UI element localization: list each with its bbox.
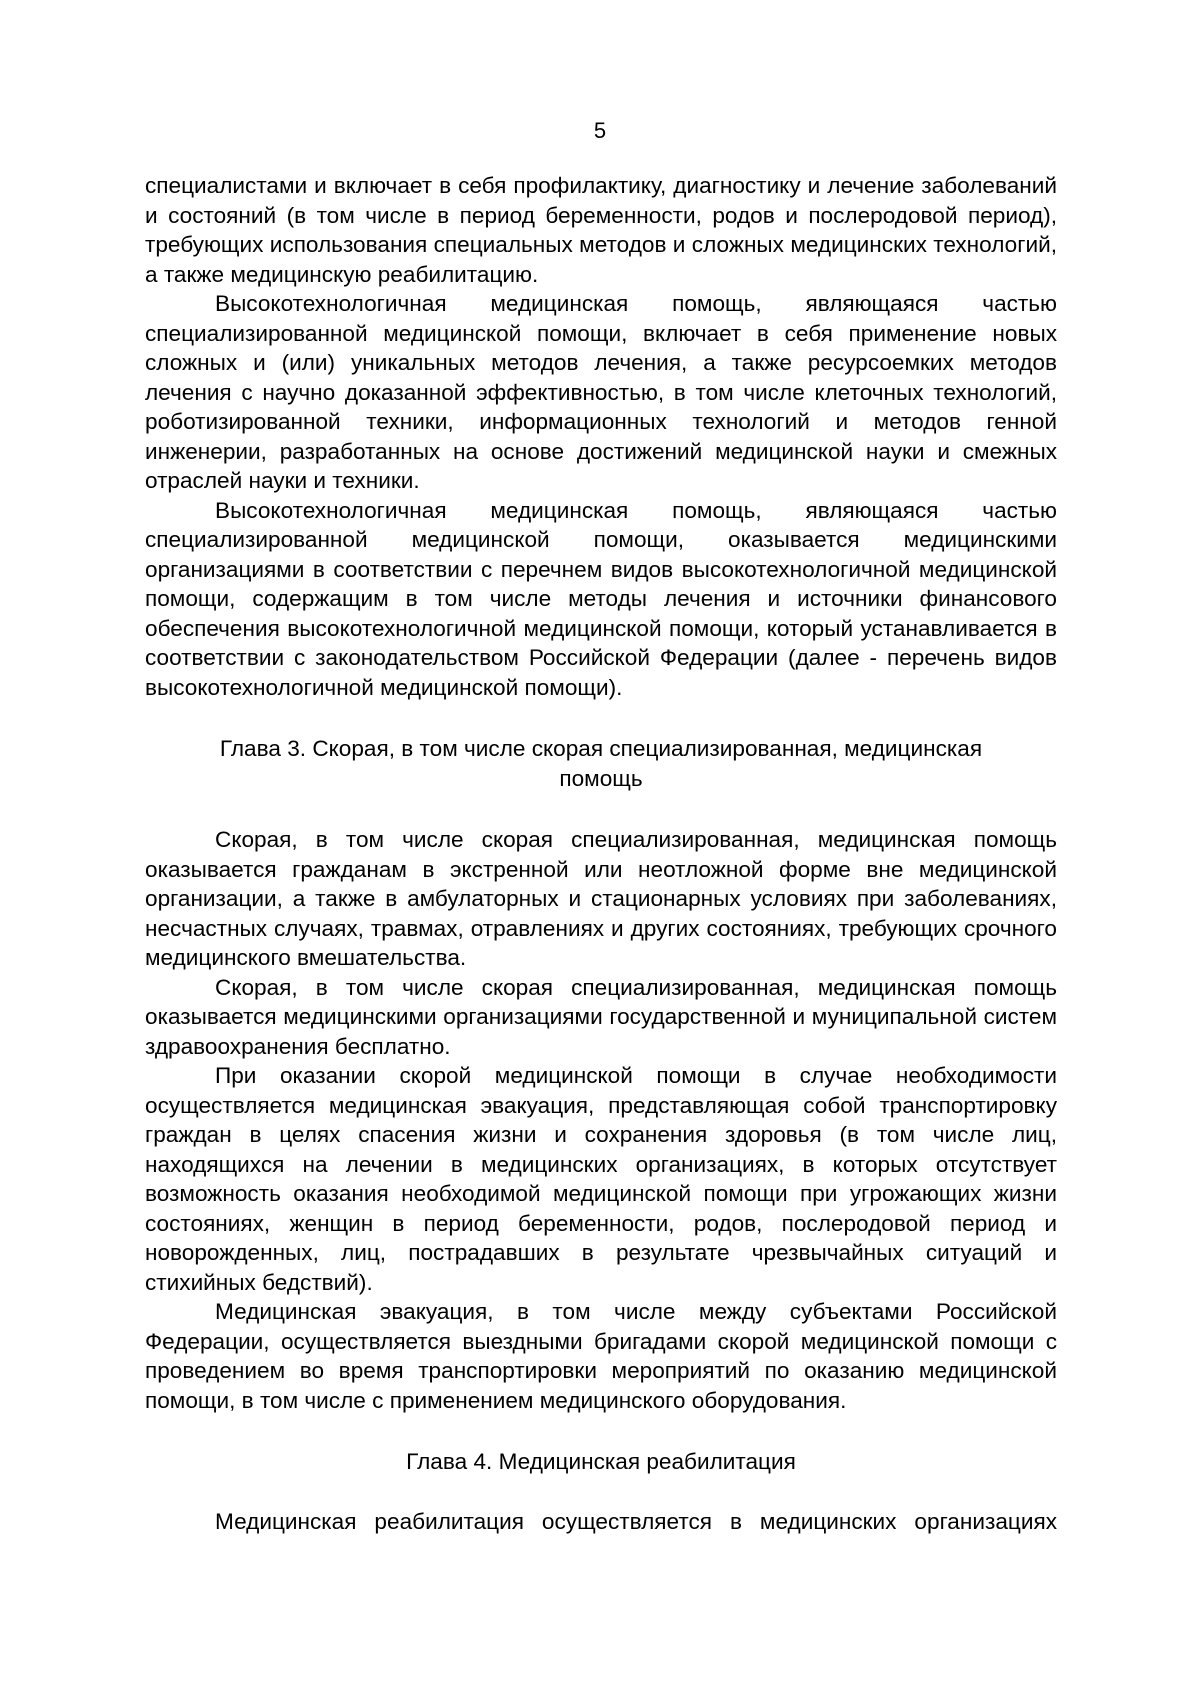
- paragraph-evacuation-between-regions: Медицинская эвакуация, в том числе между субъектами Российской Федерации, осуществляется выездными бригадами скорой медицинской помощи с проведением во время транспортировки мероприятий по оказанию медицинской помощи, в том числе с применением медицинского оборудования.: [145, 1299, 1057, 1413]
- paragraph-rehabilitation-start: Медицинская реабилитация осуществляется в медицинских организациях: [215, 1508, 1057, 1534]
- paragraph-high-tech-care-definition: Высокотехнологичная медицинская помощь, являющаяся частью специализированной медицинской помощи, включает в себя применение новых сложных и (или) уникальных методов лечения, а также ресурсоемких методов лечения с научно доказанной эффективностью, в том числе клеточных технологий, роботизированной техники, информационных технологий и методов генной инженерии, разработанных на основе достижений медицинской науки и смежных отраслей науки и техники.: [145, 291, 1057, 493]
- paragraph-continuation: специалистами и включает в себя профилактику, диагностику и лечение заболеваний и состояний (в том числе в период беременности, родов и послеродовой период), требующих использования специальных методов и сложных медицинских технологий, а также медицинскую реабилитацию.: [145, 173, 1057, 287]
- chapter-4-heading: Глава 4. Медицинская реабилитация: [406, 1449, 796, 1474]
- document-body: [145, 171, 1057, 1536]
- page-number: 5: [593, 118, 607, 143]
- paragraph-high-tech-care-provision: Высокотехнологичная медицинская помощь, являющаяся частью специализированной медицинской помощи, оказывается медицинскими организациями в соответствии с перечнем видов высокотехнологичной медицинской помощи, содержащим в том числе методы лечения и источники финансового обеспечения высокотехнологичной медицинской помощи, который устанавливается в соответствии с законодательством Российской Федерации (далее - перечень видов высокотехнологичной медицинской помощи).: [145, 497, 1057, 700]
- paragraph-medical-evacuation: При оказании скорой медицинской помощи в случае необходимости осуществляется медицинская эвакуация, представляющая собой транспортировку граждан в целях спасения жизни и сохранения здоровья (в том числе лиц, находящихся на лечении в медицинских организациях, в которых отсутствует возможность оказания необходимой медицинской помощи при угрожающих жизни состояниях, женщин в период беременности, родов, послеродовой период и новорожденных, лиц, пострадавших в результате чрезвычайных ситуаций и стихийных бедствий).: [145, 1063, 1057, 1295]
- chapter-3-heading: Глава 3. Скорая, в том числе скорая специализированная, медицинская помощь: [219, 736, 983, 791]
- paragraph-emergency-care-free: Скорая, в том числе скорая специализированная, медицинская помощь оказывается медицинскими организациями государственной и муниципальной систем здравоохранения бесплатно.: [145, 974, 1057, 1059]
- paragraph-emergency-care-definition: Скорая, в том числе скорая специализированная, медицинская помощь оказывается гражданам в экстренной или неотложной форме вне медицинской организации, а также в амбулаторных и стационарных условиях при заболеваниях, несчастных случаях, травмах, отравлениях и других состояниях, требующих срочного медицинского вмешательства.: [145, 827, 1057, 970]
